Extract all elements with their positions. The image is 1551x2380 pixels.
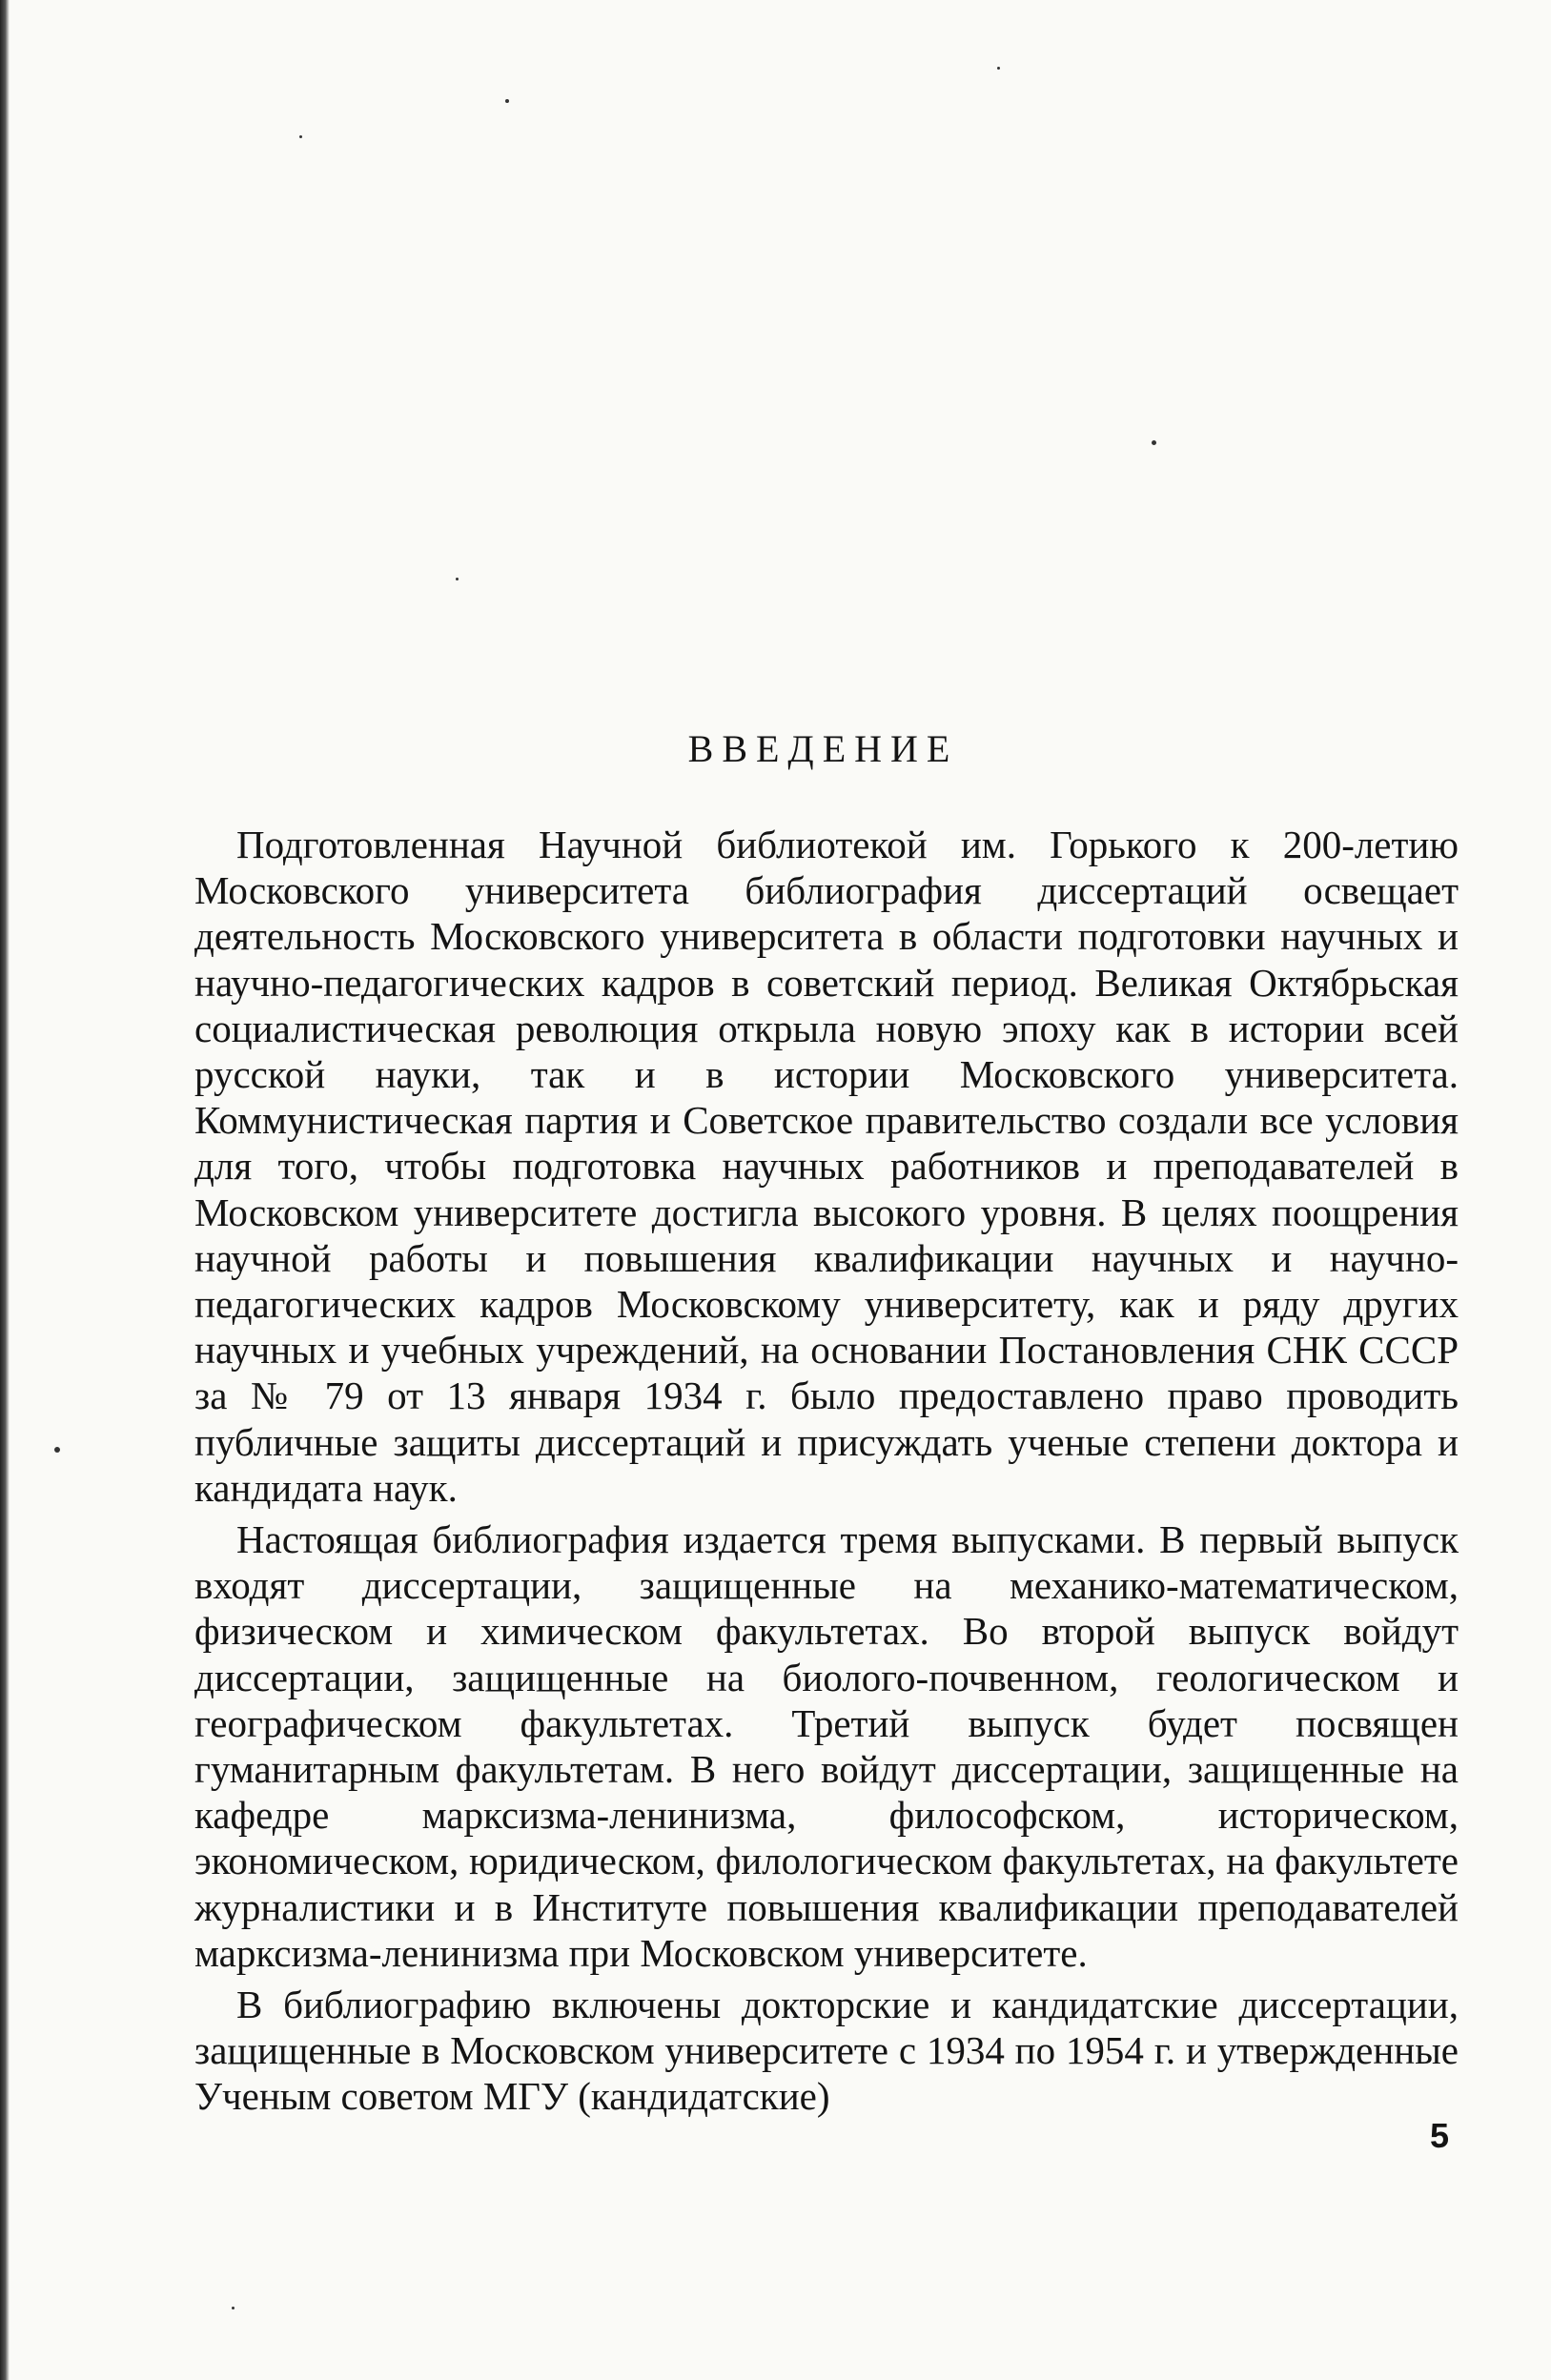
body-text [194, 822, 1459, 2126]
scan-speck [456, 578, 459, 580]
paragraph: В библиографию включены докторские и кандидатские диссертации, защищенные в Московском университете с 1934 по 1954 г. и утвержденные Ученым советом МГУ (кандидатские) [194, 1983, 1459, 2119]
scan-speck [997, 67, 1000, 70]
scan-speck [299, 135, 302, 138]
scan-binding-edge [0, 0, 10, 2380]
scan-speck [232, 2307, 235, 2309]
scan-speck [1152, 440, 1156, 445]
scan-speck [54, 1447, 60, 1453]
page-number: 5 [1430, 2116, 1450, 2155]
page-heading: ВВЕДЕНИЕ [687, 727, 959, 770]
paragraph: Настоящая библиография издается тремя выпусками. В первый выпуск входят диссертации, защищенные на механико-математическом, физическом и химическом факультетах. Во второй выпуск войдут диссертации, защищенные на биолого-почвенном, геологическом и географическом факультетах. Третий выпуск будет посвящен гуманитарным факультетам. В него войдут диссертации, защищенные на кафедре марксизма-ленинизма, философском, историческом, экономическом, юридическом, филологическом факультетах, на факультете журналистики и в Институте повышения квалификации преподавателей марксизма-ленинизма при Московском университете. [194, 1517, 1459, 1975]
paragraph: Подготовленная Научной библиотекой им. Горького к 200-летию Московского университета библиография диссертаций освещает деятельность Московского университета в области подготовки научных и научно-педагогических кадров в советский период. Великая Октябрьская социалистическая революция открыла новую эпоху как в истории всей русской науки, так и в истории Московского университета. Коммунистическая партия и Советское правительство создали все условия для того, чтобы подготовка научных работников и преподавателей в Московском университете достигла высокого уровня. В целях поощрения научной работы и повышения квалификации научных и научно-педагогических кадров Московскому университету, как и ряду других научных и учебных учреждений, на основании Постановления СНК СССР за № 79 от 13 января 1934 г. было предоставлено право проводить публичные защиты диссертаций и присуждать ученые степени доктора и кандидата наук. [194, 823, 1459, 1510]
scan-speck [505, 99, 509, 103]
